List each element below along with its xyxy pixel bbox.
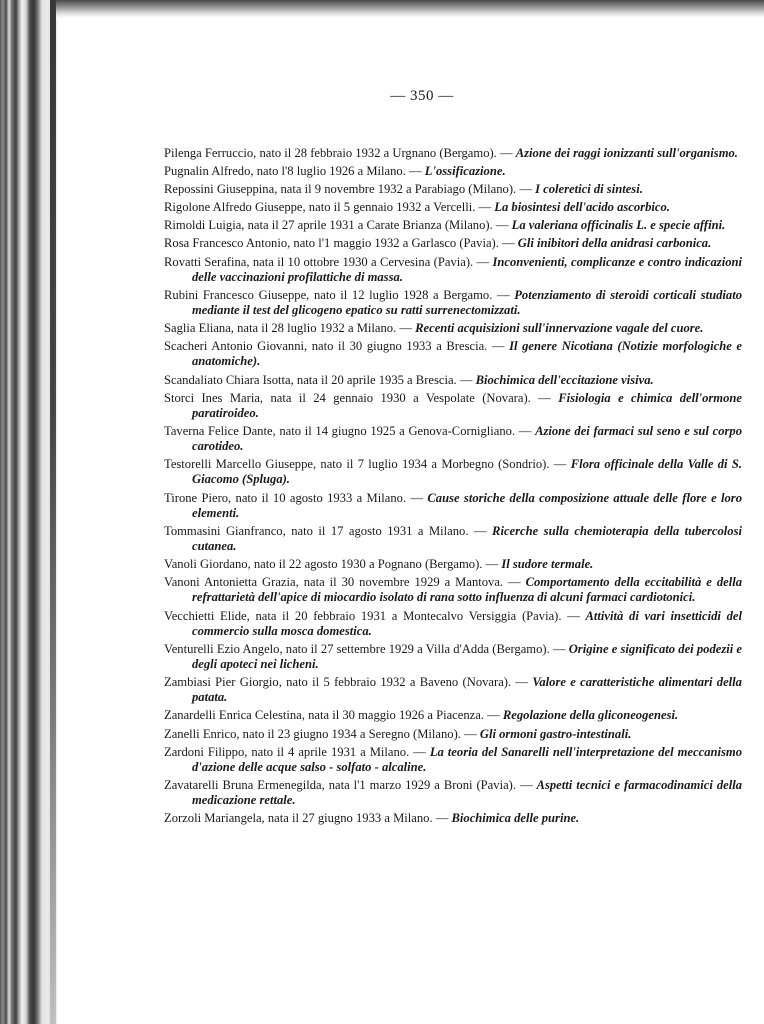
list-item [164, 373, 742, 388]
list-item [164, 146, 742, 161]
entry-person: Rigolone Alfredo Giuseppe, nato il 5 gennaio 1932 a Vercelli. — [164, 200, 492, 215]
list-item [164, 778, 742, 808]
list-item [164, 288, 742, 318]
entry-title: Regolazione della gliconeogenesi. [502, 708, 679, 723]
list-item [164, 524, 742, 554]
list-item [164, 575, 742, 605]
entry-title: Aspetti tecnici e farmacodinamici della medicazione rettale. [192, 777, 742, 808]
entry-person: Zardoni Filippo, nato il 4 aprile 1931 a Milano. — [164, 744, 426, 759]
entry-title: Azione dei farmaci sul seno e sul corpo carotideo. [192, 423, 742, 454]
list-item [164, 255, 742, 285]
entry-title: Valore e caratteristiche alimentari della patata. [192, 675, 742, 705]
entry-person: Pilenga Ferruccio, nato il 28 febbraio 1932 a Urgnano (Bergamo). — [164, 146, 513, 160]
entry-person: Vecchietti Elide, nata il 20 febbraio 1931 a Montecalvo Versiggia (Pavia). — [164, 608, 580, 623]
entry-person: Saglia Eliana, nata il 28 luglio 1932 a Milano. — [164, 321, 412, 336]
scan-top-edge [56, 0, 764, 18]
entry-person: Scandaliato Chiara Isotta, nata il 20 aprile 1935 a Brescia. — [164, 372, 473, 387]
list-item [164, 391, 742, 421]
entry-title: Biochimica delle purine. [451, 811, 580, 826]
entry-title: Gli inibitori della anidrasi carbonica. [517, 236, 712, 251]
entry-title: Ricerche sulla chemioterapia della tubercolosi cutanea. [192, 523, 742, 554]
list-item [164, 236, 742, 251]
list-item [164, 200, 742, 215]
entry-person: Tirone Piero, nato il 10 agosto 1933 a Milano. — [164, 490, 424, 505]
entry-person: Vanoli Giordano, nato il 22 agosto 1930 a Pognano (Bergamo). — [164, 557, 499, 572]
entry-title: La biosintesi dell'acido ascorbico. [494, 200, 670, 215]
thesis-list [164, 146, 742, 829]
list-item [164, 339, 742, 369]
entry-person: Scacheri Antonio Giovanni, nato il 30 giugno 1933 a Brescia. — [164, 339, 505, 354]
list-item [164, 182, 742, 197]
list-item [164, 164, 742, 179]
entry-title: Cause storiche della composizione attuale delle flore e loro elementi. [192, 490, 743, 520]
entry-person: Testorelli Marcello Giuseppe, nato il 7 luglio 1934 a Morbegno (Sondrio). — [164, 457, 567, 472]
entry-person: Pugnalin Alfredo, nato l'8 luglio 1926 a Milano. — [164, 164, 422, 179]
entry-person: Vanoni Antonietta Grazia, nata il 30 novembre 1929 a Mantova. — [164, 575, 521, 590]
page-number: — 350 — [390, 88, 454, 104]
entry-person: Repossini Giuseppina, nata il 9 novembre 1932 a Parabiago (Milano). — [164, 182, 532, 197]
entry-title: La valeriana officinalis L. e specie affini. [511, 218, 726, 233]
scan-binding-edge [50, 0, 56, 1024]
entry-person: Tommasini Gianfranco, nato il 17 agosto 1931 a Milano. — [164, 523, 487, 538]
entry-person: Zanelli Enrico, nato il 23 giugno 1934 a Seregno (Milano). — [164, 726, 477, 741]
list-item [164, 727, 742, 742]
entry-title: La teoria del Sanarelli nell'interpretazione del meccanismo d'azione delle acque salso - solfato - alcaline. [192, 744, 742, 774]
list-item [164, 457, 742, 487]
entry-person: Zambiasi Pier Giorgio, nato il 5 febbraio 1932 a Baveno (Novara). — [164, 675, 529, 690]
entry-title: Flora officinale della Valle di S. Giacomo (Spluga). [192, 457, 742, 487]
entry-person: Zavatarelli Bruna Ermenegilda, nata l'1 marzo 1929 a Broni (Pavia). — [164, 777, 533, 792]
entry-person: Zanardelli Enrica Celestina, nata il 30 maggio 1926 a Piacenza. — [164, 708, 500, 723]
entry-title: Origine e significato dei podezii e degli apoteci nei licheni. [192, 641, 742, 672]
list-item [164, 811, 742, 826]
entry-title: Azione dei raggi ionizzanti sull'organismo. [515, 146, 738, 160]
entry-title: Attività di vari insetticidi del commercio sulla mosca domestica. [192, 608, 743, 638]
list-item [164, 675, 742, 705]
entry-person: Rosa Francesco Antonio, nato l'1 maggio 1932 a Garlasco (Pavia). — [164, 236, 515, 251]
entry-title: Recenti acquisizioni sull'innervazione vagale del cuore. [415, 321, 704, 336]
entry-person: Taverna Felice Dante, nato il 14 giugno 1925 a Genova-Cornigliano. — [164, 423, 532, 438]
list-item [164, 745, 742, 775]
list-item [164, 609, 742, 639]
list-item [164, 642, 742, 672]
entry-title: Il genere Nicotiana (Notizie morfologiche e anatomiche). [192, 339, 742, 369]
list-item [164, 321, 742, 336]
list-item [164, 218, 742, 233]
entry-person: Rubini Francesco Giuseppe, nato il 12 luglio 1928 a Bergamo. — [164, 287, 510, 302]
entry-person: Venturelli Ezio Angelo, nato il 27 settembre 1929 a Villa d'Adda (Bergamo). — [164, 641, 566, 656]
entry-title: L'ossificazione. [424, 164, 506, 179]
entry-title: Comportamento della eccitabilità e della refrattarietà dell'apice di miocardio isolato di rana sotto influenza di alcuni farmaci cardiotonici. [192, 575, 743, 605]
entry-person: Rovatti Serafina, nata il 10 ottobre 1930 a Cervesina (Pavia). — [164, 254, 490, 269]
entry-title: Biochimica dell'eccitazione visiva. [475, 372, 654, 387]
list-item [164, 708, 742, 723]
entry-title: Potenziamento di steroidi corticali studiato mediante il test del glicogeno epatico su ratti surrenectomizzati. [192, 287, 742, 318]
entry-person: Zorzoli Mariangela, nata il 27 giugno 1933 a Milano. — [164, 811, 449, 826]
entry-title: Inconvenienti, complicanze e contro indicazioni delle vaccinazioni profilattiche di massa. [192, 254, 743, 284]
entry-person: Rimoldi Luigia, nata il 27 aprile 1931 a Carate Brianza (Milano). — [164, 218, 509, 233]
entry-title: Gli ormoni gastro-intestinali. [479, 726, 632, 741]
entry-title: Il sudore termale. [501, 557, 594, 572]
entry-person: Storci Ines Maria, nata il 24 gennaio 1930 a Vespolate (Novara). — [164, 390, 551, 405]
list-item [164, 491, 742, 521]
list-item [164, 424, 742, 454]
entry-title: Fisiologia e chimica dell'ormone paratiroideo. [192, 390, 742, 420]
list-item [164, 557, 742, 572]
entry-title: I coleretici di sintesi. [535, 182, 643, 197]
